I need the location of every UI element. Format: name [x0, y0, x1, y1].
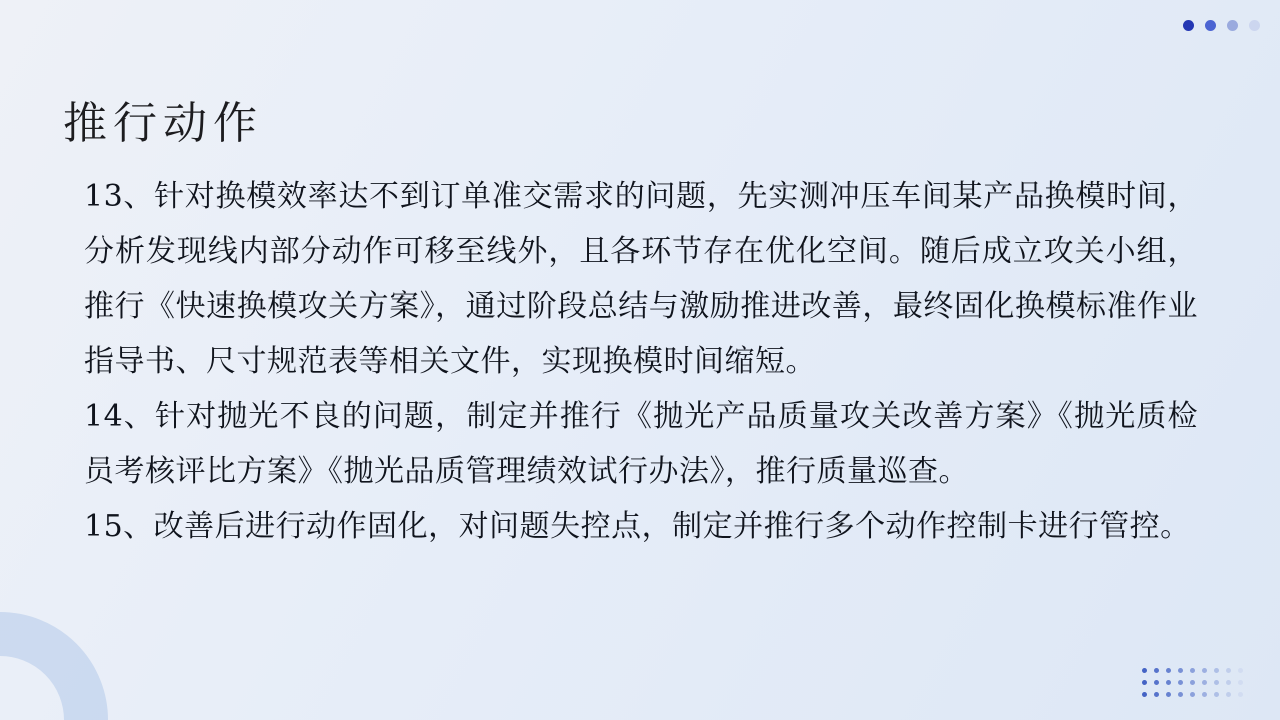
grid-dot-icon [1226, 680, 1231, 685]
grid-dot-icon [1190, 680, 1195, 685]
slide-title: 推行动作 [63, 98, 263, 150]
grid-dot-icon [1154, 680, 1159, 685]
grid-dot-icon [1202, 680, 1207, 685]
grid-dot-icon [1238, 668, 1243, 673]
corner-ring-decoration [0, 612, 108, 720]
grid-dot-icon [1202, 668, 1207, 673]
grid-dot-icon [1238, 680, 1243, 685]
grid-dot-icon [1226, 668, 1231, 673]
grid-dot-icon [1178, 692, 1183, 697]
grid-dot-icon [1214, 680, 1219, 685]
grid-dot-icon [1238, 692, 1243, 697]
dot-grid [1138, 664, 1246, 700]
slide-body [84, 169, 1198, 554]
accent-dot-icon [1249, 20, 1260, 31]
grid-dot-icon [1166, 692, 1171, 697]
body-paragraph-15: 15、改善后进行动作固化，对问题失控点，制定并推行多个动作控制卡进行管控。 [84, 509, 1191, 544]
grid-dot-icon [1202, 692, 1207, 697]
accent-dot-icon [1227, 20, 1238, 31]
grid-dot-icon [1214, 668, 1219, 673]
grid-dot-icon [1190, 692, 1195, 697]
grid-dot-icon [1166, 680, 1171, 685]
body-paragraph-13: 13、针对换模效率达不到订单准交需求的问题，先实测冲压车间某产品换模时间，分析发现线内部分动作可移至线外，且各环节存在优化空间。随后成立攻关小组，推行《快速换模攻关方案》，通过阶段总结与激励推进改善，最终固化换模标准作业指导书、尺寸规范表等相关文件，实现换模时间缩短。 [84, 179, 1198, 379]
grid-dot-icon [1154, 692, 1159, 697]
corner-dots [1183, 20, 1260, 31]
body-paragraph-14: 14、针对抛光不良的问题，制定并推行《抛光产品质量攻关改善方案》《抛光质检员考核评比方案》《抛光品质管理绩效试行办法》，推行质量巡查。 [84, 399, 1198, 489]
grid-dot-icon [1142, 692, 1147, 697]
grid-dot-icon [1166, 668, 1171, 673]
accent-dot-icon [1183, 20, 1194, 31]
grid-dot-icon [1178, 668, 1183, 673]
grid-dot-icon [1226, 692, 1231, 697]
grid-dot-icon [1214, 692, 1219, 697]
grid-dot-icon [1142, 680, 1147, 685]
grid-dot-icon [1190, 668, 1195, 673]
accent-dot-icon [1205, 20, 1216, 31]
grid-dot-icon [1154, 668, 1159, 673]
grid-dot-icon [1142, 668, 1147, 673]
grid-dot-icon [1178, 680, 1183, 685]
